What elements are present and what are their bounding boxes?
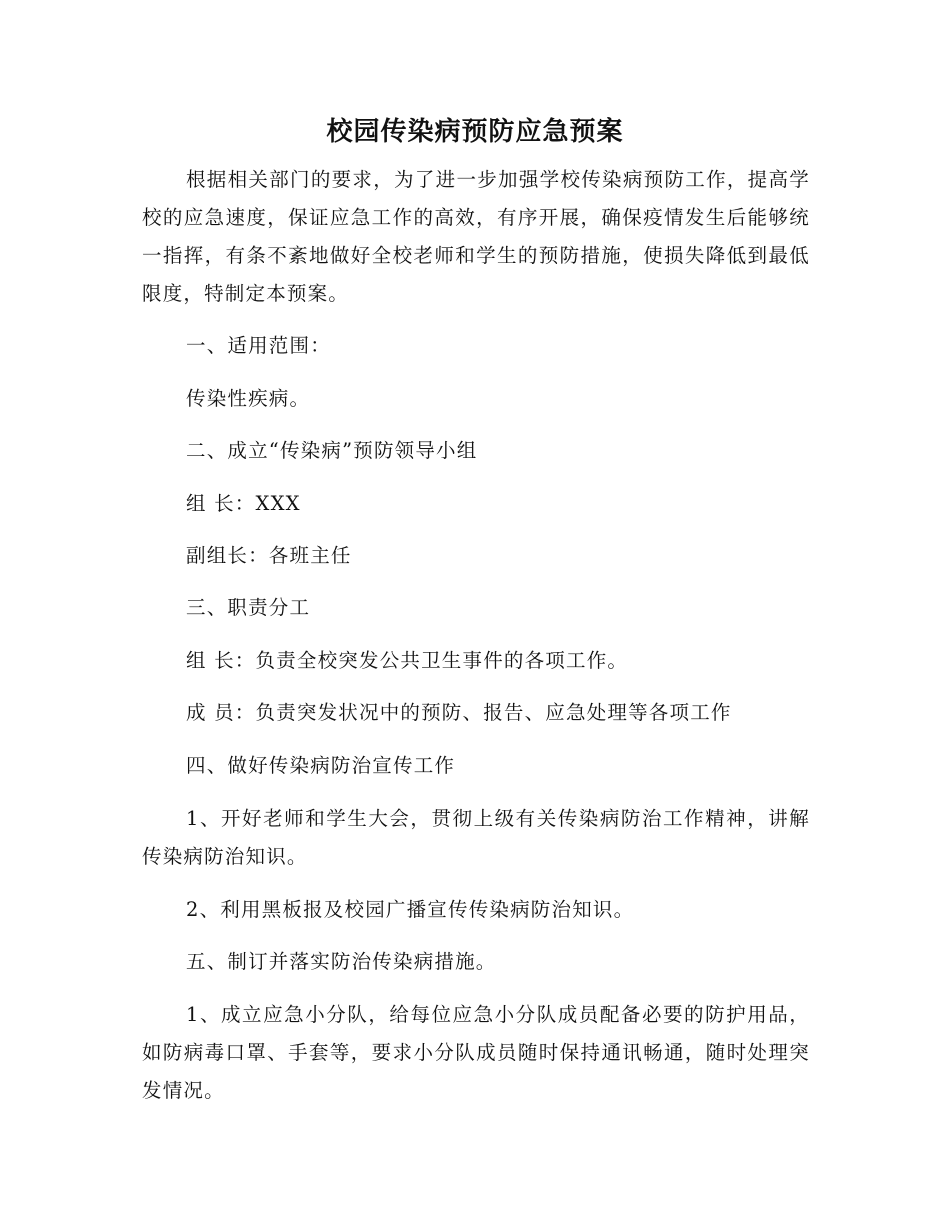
document-title: 校园传染病预防应急预案 <box>326 117 624 147</box>
section-4-item-2: 2、利用黑板报及校园广播宣传传染病防治知识。 <box>186 898 635 921</box>
section-4-heading: 四、做好传染病防治宣传工作 <box>186 754 456 777</box>
group-leader-line: 组 长：XXX <box>186 492 301 515</box>
section-5-item-1: 1、成立应急小分队，给每位应急小分队成员配备必要的防护用品，如防病毒口罩、手套等，要求小分队成员随时保持通讯畅通，随时处理突发情况。 <box>142 1003 810 1102</box>
member-duty-line: 成 员：负责突发状况中的预防、报告、应急处理等各项工作 <box>186 701 732 724</box>
section-4-item-1: 1、开好老师和学生大会，贯彻上级有关传染病防治工作精神，讲解传染病防治知识。 <box>142 807 810 868</box>
section-2-heading: 二、成立“传染病”预防领导小组 <box>186 439 478 462</box>
section-3-heading: 三、职责分工 <box>186 596 311 619</box>
section-1-heading: 一、适用范围： <box>186 334 331 357</box>
deputy-leader-line: 副组长：各班主任 <box>186 544 352 567</box>
section-1-text: 传染性疾病。 <box>186 387 311 410</box>
leader-duty-line: 组 长：负责全校突发公共卫生事件的各项工作。 <box>186 649 629 672</box>
intro-paragraph: 根据相关部门的要求，为了进一步加强学校传染病预防工作，提高学校的应急速度，保证应急工作的高效，有序开展，确保疫情发生后能够统一指挥，有条不紊地做好全校老师和学生的预防措施，使损失降低到最低限度，特制定本预案。 <box>142 168 810 305</box>
section-5-heading: 五、制订并落实防治传染病措施。 <box>186 950 497 973</box>
